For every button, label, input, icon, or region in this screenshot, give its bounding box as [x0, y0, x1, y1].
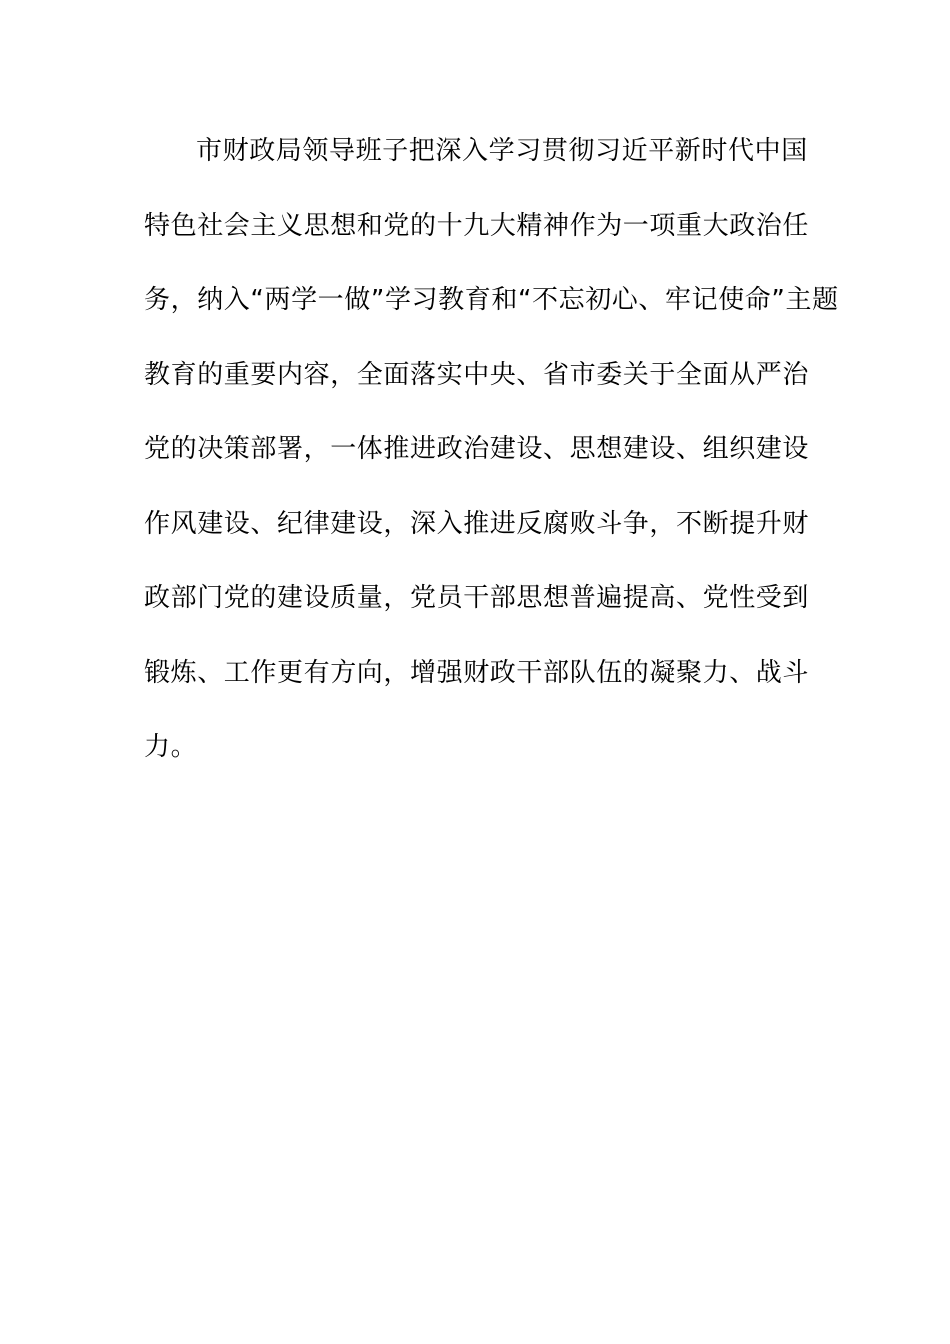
paragraph-line: 市财政局领导班子把深入学习贯彻习近平新时代中国: [196, 136, 808, 166]
body-paragraph: [144, 114, 839, 785]
paragraph-line: 党的决策部署，一体推进政治建设、思想建设、组织建设: [144, 434, 810, 464]
paragraph-line: 教育的重要内容，全面落实中央、省市委关于全面从严治: [144, 359, 810, 390]
paragraph-line: 力。: [144, 732, 198, 762]
paragraph-line: 政部门党的建设质量，党员干部思想普遍提高、党性受到: [144, 583, 810, 613]
paragraph-line: 作风建设、纪律建设，深入推进反腐败斗争，不断提升财: [144, 508, 810, 539]
paragraph-line: 务，纳入“两学一做”学习教育和“不忘初心、牢记使命”主题: [144, 285, 839, 315]
paragraph-line: 锻炼、工作更有方向，增强财政干部队伍的凝聚力、战斗: [144, 657, 810, 688]
paragraph-line: 特色社会主义思想和党的十九大精神作为一项重大政治任: [144, 210, 810, 241]
